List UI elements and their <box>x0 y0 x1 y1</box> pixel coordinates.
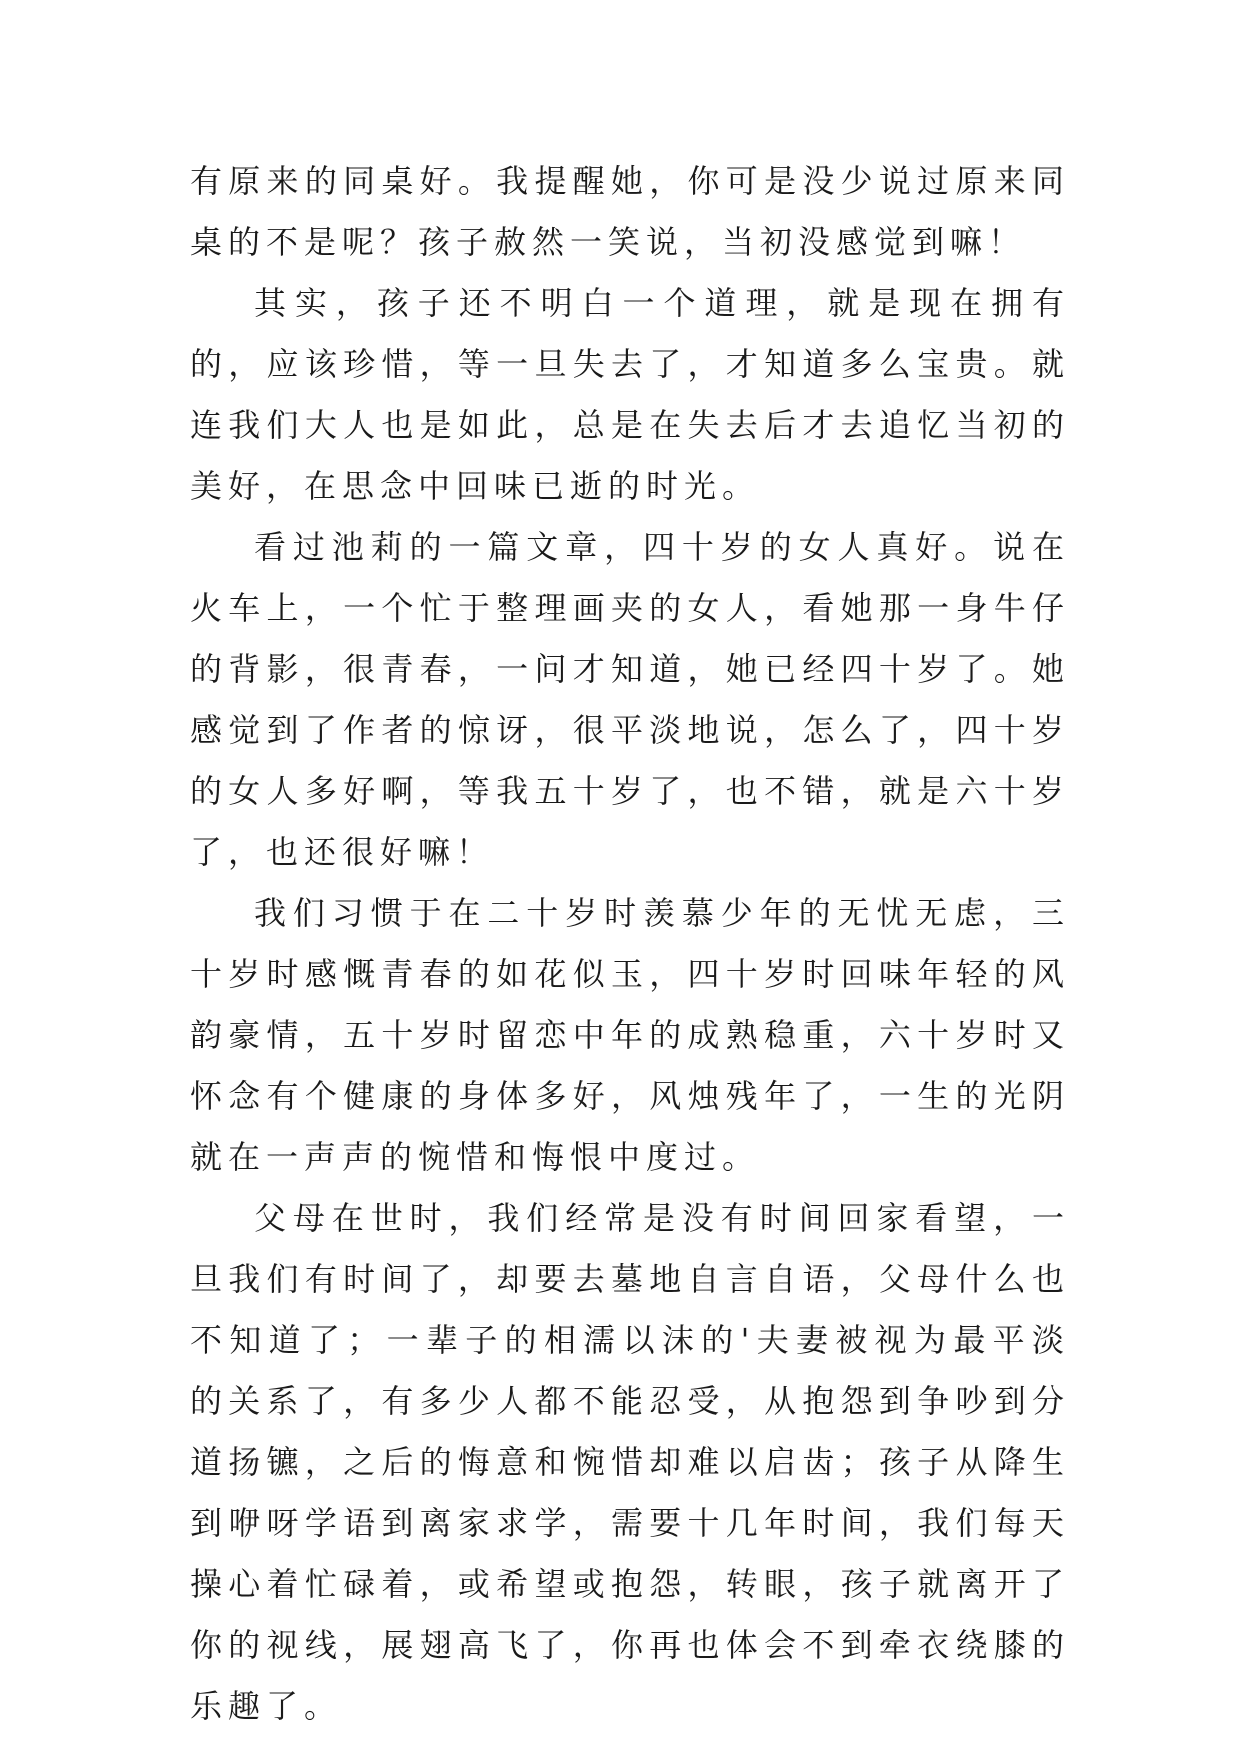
body-text <box>190 151 1070 1737</box>
paragraph-3: 看过池莉的一篇文章，四十岁的女人真好。说在火车上，一个忙于整理画夹的女人，看她那一身牛仔的背影，很青春，一问才知道，她已经四十岁了。她感觉到了作者的惊讶，很平淡地说，怎么了，四十岁的女人多好啊，等我五十岁了，也不错，就是六十岁了，也还很好嘛！ <box>190 528 1070 871</box>
paragraph-5: 父母在世时，我们经常是没有时间回家看望，一旦我们有时间了，却要去墓地自言自语，父母什么也不知道了；一辈子的相濡以沫的'夫妻被视为最平淡的关系了，有多少人都不能忍受，从抱怨到争吵到分道扬镳，之后的悔意和惋惜却难以启齿；孩子从降生到咿呀学语到离家求学，需要十几年时间，我们每天操心着忙碌着，或希望或抱怨，转眼，孩子就离开了你的视线，展翅高飞了，你再也体会不到牵衣绕膝的乐趣了。 <box>190 1199 1070 1725</box>
paragraph-2: 其实，孩子还不明白一个道理，就是现在拥有的，应该珍惜，等一旦失去了，才知道多么宝贵。就连我们大人也是如此，总是在失去后才去追忆当初的美好，在思念中回味已逝的时光。 <box>190 284 1070 505</box>
paragraph-4: 我们习惯于在二十岁时羡慕少年的无忧无虑，三十岁时感慨青春的如花似玉，四十岁时回味年轻的风韵豪情，五十岁时留恋中年的成熟稳重，六十岁时又怀念有个健康的身体多好，风烛残年了，一生的光阴就在一声声的惋惜和悔恨中度过。 <box>190 894 1070 1176</box>
paragraph-1: 有原来的同桌好。我提醒她，你可是没少说过原来同桌的不是呢？孩子赦然一笑说，当初没感觉到嘛！ <box>190 162 1070 261</box>
